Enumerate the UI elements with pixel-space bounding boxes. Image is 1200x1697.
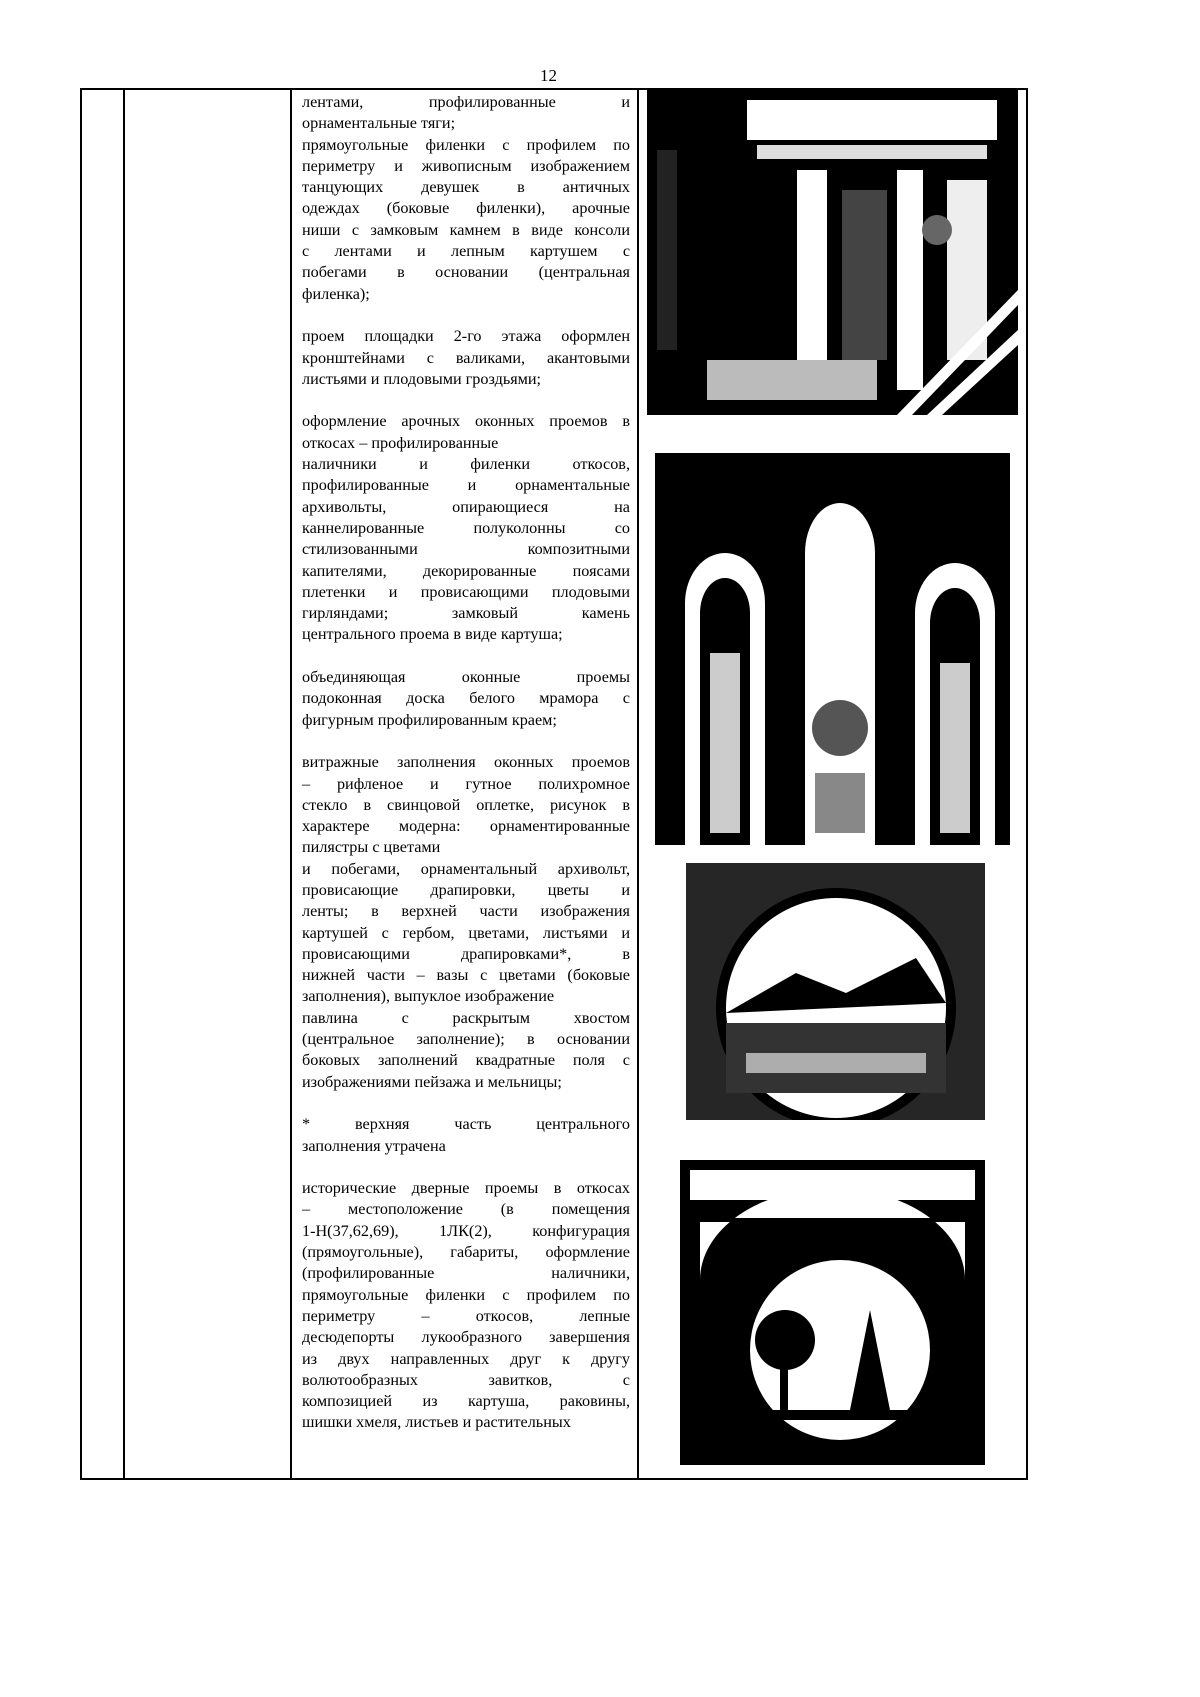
text-line: профилированные и орнаментальные <box>302 476 630 495</box>
text-line: филенка); <box>302 284 370 303</box>
staircase-hall-photo <box>647 90 1018 415</box>
text-line: (профилированные наличники, <box>302 1264 630 1283</box>
text-line: оформление арочных оконных проемов в <box>302 412 630 431</box>
text-line: плетенки и провисающими плодовыми <box>302 582 630 601</box>
text-line: орнаментальные тяги; <box>302 114 456 133</box>
text-line: волютообразных завитков, с <box>302 1370 630 1389</box>
paragraph-gap <box>302 1093 630 1114</box>
text-line: подоконная доска белого мрамора с <box>302 689 630 708</box>
text-line: характере модерна: орнаментированные <box>302 817 630 836</box>
text-line: изображениями пейзажа и мельницы; <box>302 1072 562 1091</box>
text-line: нижней части – вазы с цветами (боковые <box>302 966 630 985</box>
column-divider <box>123 90 125 1478</box>
text-line: * верхняя часть центрального <box>302 1115 630 1134</box>
text-line: – местоположение (в помещения <box>302 1200 630 1219</box>
text-line: наличники и филенки откосов, <box>302 455 630 474</box>
text-line: заполнения утрачена <box>302 1136 446 1155</box>
text-line: провисающие драпировки, цветы и <box>302 880 630 899</box>
text-line: прямоугольные филенки с профилем по <box>302 135 630 154</box>
text-line: ниши с замковым камнем в виде консоли <box>302 220 630 239</box>
text-line: композицией из картуша, раковины, <box>302 1392 630 1411</box>
page-number: 12 <box>540 66 557 85</box>
text-line: пилястры с цветами <box>302 838 441 857</box>
text-line: провисающими драпировками*, в <box>302 944 630 963</box>
text-line: витражные заполнения оконных проемов <box>302 753 630 772</box>
paragraph-gap <box>302 646 630 667</box>
text-line: 1-Н(37,62,69), 1ЛК(2), конфигурация <box>302 1221 630 1240</box>
text-line: архивольты, опирающиеся на <box>302 497 630 516</box>
text-line: листьями и плодовыми гроздьями; <box>302 369 542 388</box>
text-line: стилизованными композитными <box>302 540 630 559</box>
paragraph-gap <box>302 1157 630 1178</box>
text-line: центрального проема в виде картуша; <box>302 625 563 644</box>
text-line: десюдепорты лукообразного завершения <box>302 1328 630 1347</box>
paragraph-gap <box>302 390 630 411</box>
text-line: – рифленое и гутное полихромное <box>302 774 630 793</box>
text-line: периметру – откосов, лепные <box>302 1306 630 1325</box>
arched-stained-glass-windows-photo <box>655 453 1010 845</box>
round-stained-glass-landscape-photo <box>686 863 985 1120</box>
text-line: одеждах (боковые филенки), арочные <box>302 199 630 218</box>
stained-glass-windmill-photo <box>680 1160 985 1465</box>
text-line: кронштейнами с валиками, акантовыми <box>302 348 630 367</box>
text-line: побегами в основании (центральная <box>302 263 630 282</box>
text-line: объединяющая оконные проемы <box>302 668 630 687</box>
text-line: периметру и живописным изображением <box>302 156 630 175</box>
text-line: прямоугольные филенки с профилем по <box>302 1285 630 1304</box>
text-line: шишки хмеля, листьев и растительных <box>302 1413 571 1432</box>
text-line: стекло в свинцовой оплетке, рисунок в <box>302 795 630 814</box>
text-line: танцующих девушек в античных <box>302 178 630 197</box>
text-line: боковых заполнений квадратные поля с <box>302 1051 630 1070</box>
text-line: павлина с раскрытым хвостом <box>302 1008 630 1027</box>
text-line: и побегами, орнаментальный архивольт, <box>302 859 630 878</box>
text-line: с лентами и лепным картушем с <box>302 242 630 261</box>
text-line: исторические дверные проемы в откосах <box>302 1179 630 1198</box>
text-line: (центральное заполнение); в основании <box>302 1030 630 1049</box>
text-line: гирляндами; замковый камень <box>302 604 630 623</box>
paragraph-gap <box>302 731 630 752</box>
column-divider <box>290 90 292 1478</box>
text-line: из двух направленных друг к другу <box>302 1349 630 1368</box>
text-line: проем площадки 2-го этажа оформлен <box>302 327 630 346</box>
text-line: ленты; в верхней части изображения <box>302 902 630 921</box>
description-cell <box>302 92 630 1434</box>
text-line: картушей с гербом, цветами, листьями и <box>302 923 630 942</box>
text-line: лентами, профилированные и <box>302 93 630 111</box>
text-line: фигурным профилированным краем; <box>302 710 557 729</box>
text-line: откосах – профилированные <box>302 433 499 452</box>
text-line: каннелированные полуколонны со <box>302 518 630 537</box>
paragraph-gap <box>302 305 630 326</box>
text-line: заполнения), выпуклое изображение <box>302 987 555 1006</box>
column-divider <box>637 90 639 1478</box>
text-line: капителями, декорированные поясами <box>302 561 630 580</box>
text-line: (прямоугольные), габариты, оформление <box>302 1243 630 1262</box>
